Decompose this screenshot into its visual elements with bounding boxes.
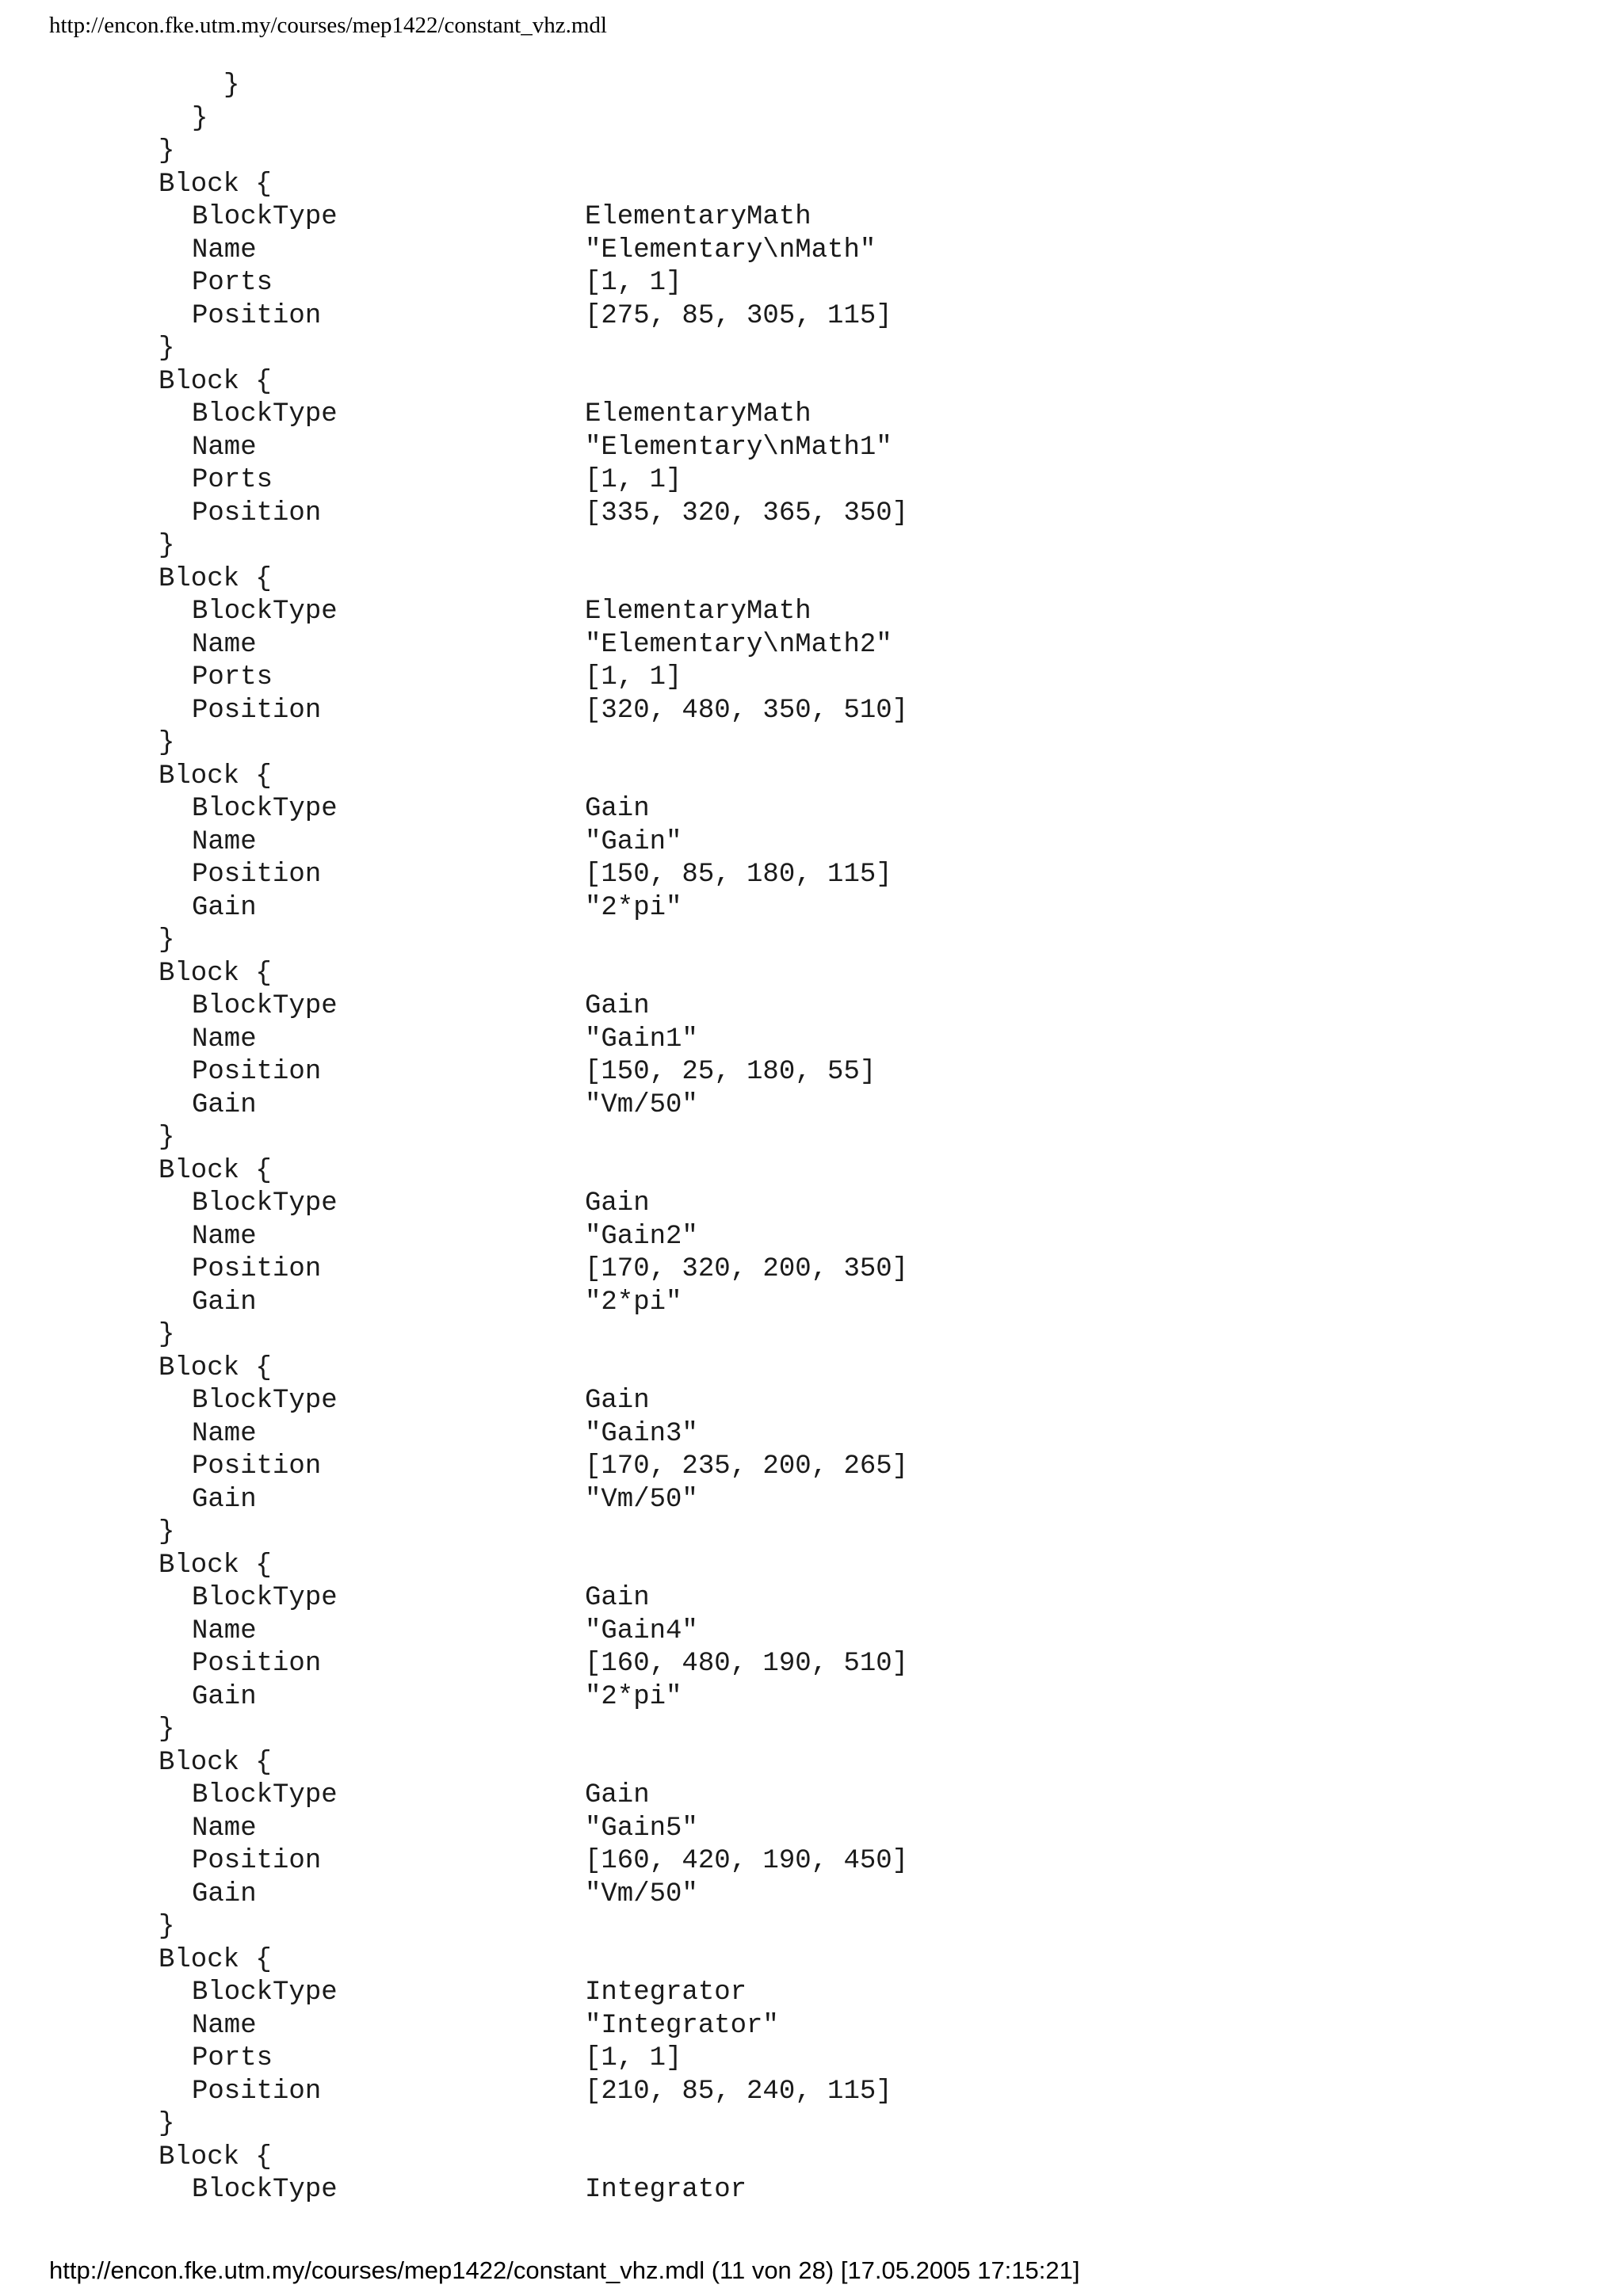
field-value: [170, 235, 200, 265] bbox=[585, 1451, 909, 1482]
field-key: Position bbox=[192, 2076, 322, 2107]
closing-brace: } bbox=[158, 1714, 175, 1745]
block-keyword: Block { bbox=[158, 1155, 272, 1186]
field-key: BlockType bbox=[192, 1386, 338, 1416]
closing-brace: } bbox=[192, 103, 208, 134]
closing-brace: } bbox=[158, 1320, 175, 1350]
field-key: BlockType bbox=[192, 1583, 338, 1613]
field-key: Name bbox=[192, 1418, 257, 1449]
field-key: Position bbox=[192, 695, 322, 726]
field-value: "Gain4" bbox=[585, 1615, 698, 1646]
field-value: Gain bbox=[585, 1780, 650, 1810]
field-value: "Gain2" bbox=[585, 1221, 698, 1252]
field-value: Gain bbox=[585, 1583, 650, 1613]
field-value: [1, 1] bbox=[585, 465, 682, 495]
field-key: BlockType bbox=[192, 1188, 338, 1219]
field-value: "2*pi" bbox=[585, 1287, 682, 1318]
field-key: Name bbox=[192, 1813, 257, 1844]
field-key: Position bbox=[192, 1649, 322, 1679]
field-value: [160, 420, 190, 450] bbox=[585, 1846, 909, 1876]
field-value: Gain bbox=[585, 1386, 650, 1416]
block-keyword: Block { bbox=[158, 958, 272, 989]
field-key: BlockType bbox=[192, 399, 338, 429]
field-value: Integrator bbox=[585, 1978, 747, 2008]
field-key: Position bbox=[192, 1057, 322, 1087]
page-header-url: http://encon.fke.utm.my/courses/mep1422/constant_vhz.mdl bbox=[49, 13, 607, 38]
closing-brace: } bbox=[158, 1517, 175, 1547]
field-value: [320, 480, 350, 510] bbox=[585, 695, 909, 726]
field-value: [160, 480, 190, 510] bbox=[585, 1649, 909, 1679]
field-value: [210, 85, 240, 115] bbox=[585, 2076, 892, 2107]
field-value: "Gain3" bbox=[585, 1418, 698, 1449]
field-key: Name bbox=[192, 1615, 257, 1646]
block-keyword: Block { bbox=[158, 2142, 272, 2172]
field-value: "Integrator" bbox=[585, 2010, 779, 2041]
field-value: "Gain" bbox=[585, 826, 682, 857]
block-keyword: Block { bbox=[158, 1352, 272, 1383]
block-keyword: Block { bbox=[158, 366, 272, 397]
field-value: Gain bbox=[585, 794, 650, 824]
field-value: ElementaryMath bbox=[585, 597, 812, 627]
field-key: Position bbox=[192, 1846, 322, 1876]
field-key: BlockType bbox=[192, 991, 338, 1021]
field-key: Gain bbox=[192, 1484, 257, 1515]
field-value: [150, 25, 180, 55] bbox=[585, 1057, 876, 1087]
field-key: Ports bbox=[192, 268, 273, 298]
field-value: [275, 85, 305, 115] bbox=[585, 300, 892, 331]
field-value: [1, 1] bbox=[585, 662, 682, 692]
closing-brace: } bbox=[158, 2109, 175, 2139]
field-value: "Elementary\nMath1" bbox=[585, 432, 892, 463]
block-keyword: Block { bbox=[158, 169, 272, 200]
field-key: Position bbox=[192, 300, 322, 331]
page-footer: http://encon.fke.utm.my/courses/mep1422/constant_vhz.mdl (11 von 28) [17.05.2005 17:15:21] bbox=[49, 2256, 1080, 2284]
field-value: [1, 1] bbox=[585, 2043, 682, 2073]
field-key: Name bbox=[192, 629, 257, 660]
field-key: Name bbox=[192, 1221, 257, 1252]
field-key: Name bbox=[192, 826, 257, 857]
field-value: "Vm/50" bbox=[585, 1484, 698, 1515]
closing-brace: } bbox=[158, 1912, 175, 1942]
field-key: BlockType bbox=[192, 794, 338, 824]
field-key: Name bbox=[192, 1024, 257, 1055]
field-value: "Vm/50" bbox=[585, 1878, 698, 1909]
field-value: Gain bbox=[585, 991, 650, 1021]
field-key: BlockType bbox=[192, 1978, 338, 2008]
closing-brace: } bbox=[158, 925, 175, 955]
field-value: "2*pi" bbox=[585, 1681, 682, 1712]
field-key: BlockType bbox=[192, 1780, 338, 1810]
field-value: "Gain5" bbox=[585, 1813, 698, 1844]
block-keyword: Block { bbox=[158, 563, 272, 594]
field-key: BlockType bbox=[192, 202, 338, 232]
field-value: [1, 1] bbox=[585, 268, 682, 298]
field-key: Name bbox=[192, 432, 257, 463]
field-value: "Vm/50" bbox=[585, 1089, 698, 1120]
closing-brace: } bbox=[158, 334, 175, 364]
field-key: Position bbox=[192, 1451, 322, 1482]
block-keyword: Block { bbox=[158, 1747, 272, 1778]
field-key: Ports bbox=[192, 2043, 273, 2073]
block-keyword: Block { bbox=[158, 761, 272, 791]
field-key: Gain bbox=[192, 1878, 257, 1909]
field-key: Gain bbox=[192, 1681, 257, 1712]
field-key: Ports bbox=[192, 662, 273, 692]
field-key: BlockType bbox=[192, 2175, 338, 2205]
field-key: Position bbox=[192, 498, 322, 528]
field-key: Name bbox=[192, 2010, 257, 2041]
field-value: "2*pi" bbox=[585, 892, 682, 923]
field-value: [170, 320, 200, 350] bbox=[585, 1254, 909, 1284]
field-value: "Elementary\nMath" bbox=[585, 235, 876, 265]
field-key: Name bbox=[192, 235, 257, 265]
closing-brace: } bbox=[158, 728, 175, 758]
field-key: Ports bbox=[192, 465, 273, 495]
field-value: ElementaryMath bbox=[585, 399, 812, 429]
field-key: Gain bbox=[192, 1089, 257, 1120]
closing-brace: } bbox=[158, 531, 175, 561]
field-key: Position bbox=[192, 860, 322, 890]
block-keyword: Block { bbox=[158, 1550, 272, 1581]
closing-brace: } bbox=[158, 136, 175, 166]
field-value: ElementaryMath bbox=[585, 202, 812, 232]
field-key: Position bbox=[192, 1254, 322, 1284]
field-value: "Gain1" bbox=[585, 1024, 698, 1055]
field-value: [150, 85, 180, 115] bbox=[585, 860, 892, 890]
closing-brace: } bbox=[158, 1123, 175, 1153]
field-value: Gain bbox=[585, 1188, 650, 1219]
field-key: Gain bbox=[192, 892, 257, 923]
field-value: "Elementary\nMath2" bbox=[585, 629, 892, 660]
closing-brace: } bbox=[223, 71, 240, 101]
field-key: BlockType bbox=[192, 597, 338, 627]
field-value: Integrator bbox=[585, 2175, 747, 2205]
field-value: [335, 320, 365, 350] bbox=[585, 498, 909, 528]
field-key: Gain bbox=[192, 1287, 257, 1318]
block-keyword: Block { bbox=[158, 1944, 272, 1975]
